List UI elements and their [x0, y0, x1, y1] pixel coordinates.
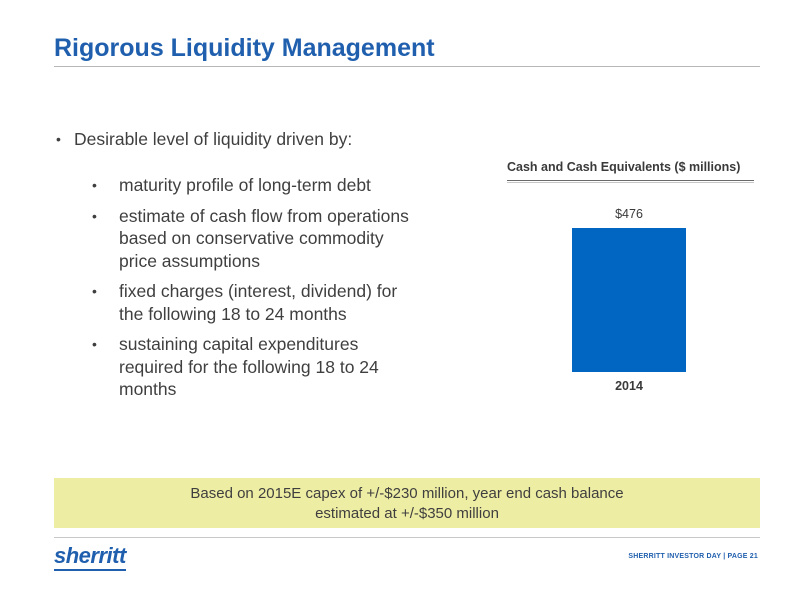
chart-title: Cash and Cash Equivalents ($ millions)	[507, 160, 741, 174]
sub-bullet-list	[92, 174, 422, 409]
sub-bullet-item	[92, 174, 422, 197]
category-tick-label: 2014	[615, 379, 643, 393]
footer-page-label: SHERRITT INVESTOR DAY | PAGE 21	[628, 553, 758, 560]
footer-divider	[54, 537, 760, 538]
slide-title: Rigorous Liquidity Management	[54, 34, 435, 62]
chart-title-underline	[507, 180, 754, 181]
callout-line-2: estimated at +/-$350 million	[315, 505, 499, 522]
callout-line-1: Based on 2015E capex of +/-$230 million, year end cash balance	[190, 485, 624, 502]
sub-bullet-item	[92, 333, 422, 401]
bullet-dot-icon: •	[92, 177, 97, 193]
bullet-dot-icon: •	[56, 131, 61, 147]
bullet-dot-icon: •	[92, 207, 97, 224]
bullet-dot-icon: •	[92, 283, 97, 299]
sub-bullet-item	[92, 280, 422, 325]
callout-box	[54, 478, 760, 528]
sub-bullet-text: maturity profile of long-term debt	[119, 175, 371, 195]
main-bullet-text: Desirable level of liquidity driven by:	[74, 129, 353, 149]
logo-underline	[54, 569, 126, 571]
sub-bullet-item	[92, 205, 422, 273]
bullet-dot-icon: •	[92, 336, 97, 352]
bar-value-label: $476	[615, 207, 643, 221]
sub-bullet-text: fixed charges (interest, dividend) for the following 18 to 24 months	[119, 281, 398, 324]
sub-bullet-text: estimate of cash flow from operations based on conservative commodity price assumptions	[119, 205, 409, 271]
cash-bar-chart	[520, 190, 750, 410]
main-bullet	[56, 128, 436, 150]
title-divider	[54, 66, 760, 67]
bar-2014	[572, 228, 686, 372]
chart-title-underline-secondary	[507, 182, 754, 183]
sub-bullet-text: sustaining capital expenditures required for the following 18 to 24 months	[119, 334, 379, 399]
sherritt-logo: sherritt	[54, 543, 126, 568]
